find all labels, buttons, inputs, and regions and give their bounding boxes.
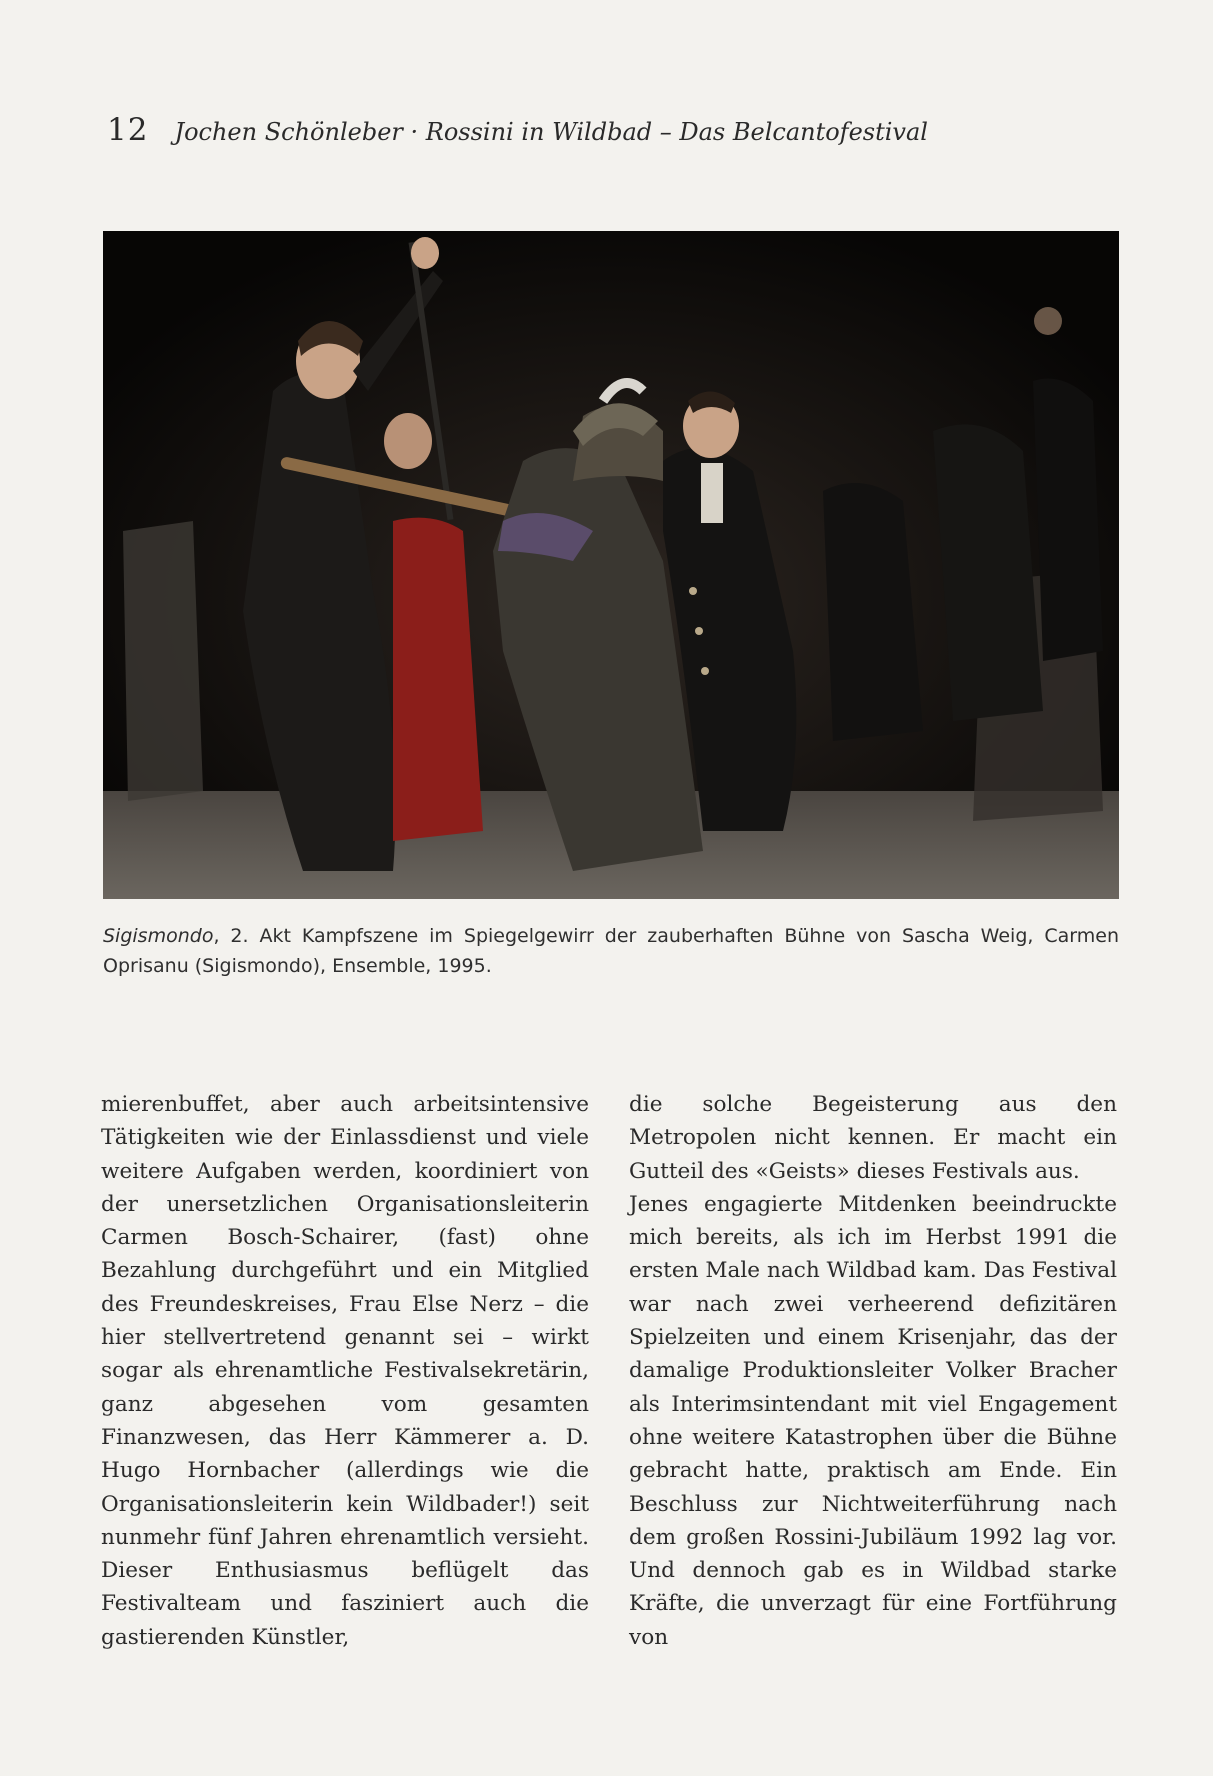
- body-paragraph: mierenbuffet, aber auch arbeitsintensive Tätigkeiten wie der Einlassdienst und viele weitere Aufgaben werden, koordiniert von der unersetzlichen Organisationsleiterin Carmen Bosch-Schairer, (fast) ohne Bezahlung durchgeführt und ein Mitglied des Freundeskreises, Frau Else Nerz – die hier stellvertretend genannt sei – wirkt sogar als ehrenamtliche Festivalsekretärin, ganz abgesehen vom gesamten Finanzwesen, das Herr Kämmerer a. D. Hugo Hornbacher (allerdings wie die Organisationsleiterin kein Wildbader!) seit nunmehr fünf Jahren ehrenamtlich versieht. Dieser Enthusiasmus beflügelt das Festivalteam und fasziniert auch die gastierenden Künstler,: [101, 1092, 589, 1650]
- page-number: 12: [107, 112, 149, 148]
- body-column-left: [101, 1088, 589, 1654]
- caption-opera-title: Sigismondo: [103, 925, 214, 947]
- body-paragraph: Jenes engagierte Mitdenken beeindruckte mich bereits, als ich im Herbst 1991 die ersten Male nach Wildbad kam. Das Festival war nach zwei verheerend defizitären Spielzeiten und einem Krisenjahr, das der damalige Produktionsleiter Volker Bracher als Interimsintendant mit viel Engagement ohne weitere Katastrophen über die Bühne gebracht hatte, praktisch am Ende. Ein Beschluss zur Nichtweiterführung nach dem großen Rossini-Jubiläum 1992 lag vor. Und dennoch gab es in Wildbad starke Kräfte, die unverzagt für eine Fortführung von: [629, 1191, 1117, 1650]
- photo-caption: [103, 921, 1119, 981]
- body-paragraph: die solche Begeisterung aus den Metropolen nicht kennen. Er macht ein Gutteil des «Geists» dieses Festivals aus.: [629, 1092, 1117, 1184]
- running-title: Jochen Schönleber · Rossini in Wildbad – Das Belcantofestival: [174, 118, 928, 146]
- stage-photo-illustration: [103, 231, 1119, 899]
- stage-photo: [103, 231, 1119, 899]
- running-head: [107, 112, 928, 148]
- caption-text: , 2. Akt Kampfszene im Spiegelgewirr der zauberhaften Bühne von Sascha Weig, Carmen Oprisanu (Sigismondo), Ensemble, 1995.: [103, 925, 1119, 977]
- body-column-right: [629, 1088, 1117, 1654]
